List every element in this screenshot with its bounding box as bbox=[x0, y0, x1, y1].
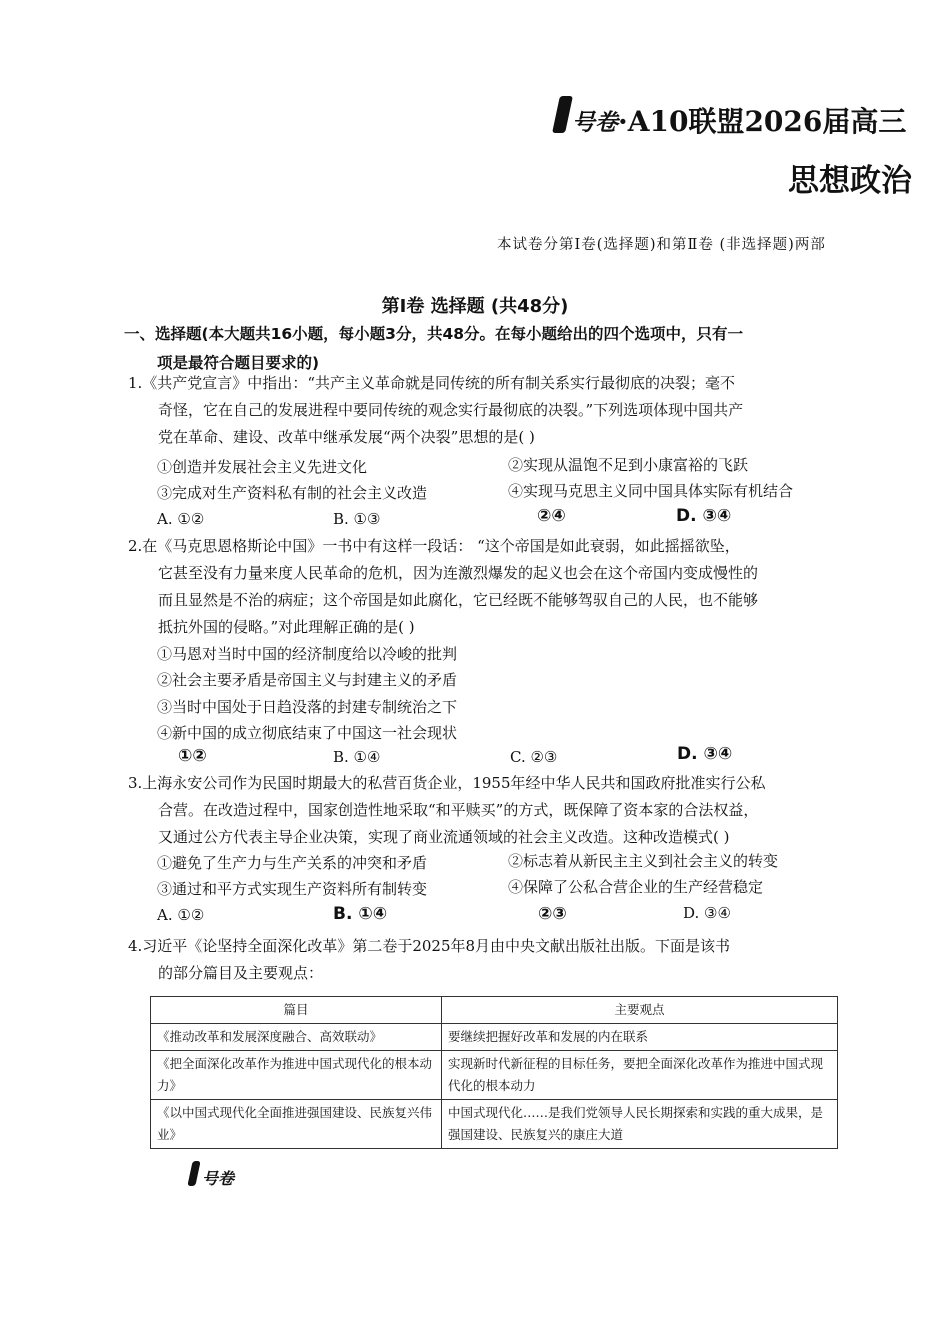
table-cell-viewpoint: 中国式现代化……是我们党领导人民长期探索和实践的重大成果，是强国建设、民族复兴的康庄大道 bbox=[442, 1100, 838, 1149]
question-3-choice-b: B. ①④ bbox=[333, 904, 388, 924]
table-row bbox=[151, 1024, 838, 1051]
question-2-option-1: ①马恩对当时中国的经济制度给以冷峻的批判 bbox=[157, 645, 458, 663]
question-1-choice-b: B. ①③ bbox=[333, 510, 381, 528]
question-3-choice-c: ②③ bbox=[538, 904, 567, 924]
question-3-option-1: ①避免了生产力与生产关系的冲突和矛盾 bbox=[157, 854, 428, 872]
footer-logo-text: 号卷 bbox=[202, 1169, 235, 1188]
exam-title: ·A10联盟2026届高三 bbox=[618, 105, 907, 138]
question-2-option-4: ④新中国的成立彻底结束了中国这一社会现状 bbox=[157, 724, 458, 742]
section-title: 第Ⅰ卷 选择题 (共48分) bbox=[381, 296, 569, 317]
table-cell-title: 《把全面深化改革作为推进中国式现代化的根本动力》 bbox=[151, 1051, 442, 1100]
question-3-stem-line-3: 又通过公方代表主导企业决策，实现了商业流通领域的社会主义改造。这种改造模式( ) bbox=[158, 828, 730, 846]
instruction-line-1: 一、选择题(本大题共16小题，每小题3分，共48分。在每小题给出的四个选项中，只有一 bbox=[124, 325, 744, 343]
table-cell-title: 《以中国式现代化全面推进强国建设、民族复兴伟业》 bbox=[151, 1100, 442, 1149]
question-4-stem-line-2: 的部分篇目及主要观点： bbox=[158, 964, 324, 982]
question-1-option-1: ①创造并发展社会主义先进文化 bbox=[157, 458, 368, 476]
table-row bbox=[151, 1100, 838, 1149]
question-3-choice-d: D. ③④ bbox=[683, 904, 731, 922]
question-1-choice-d: D. ③④ bbox=[676, 506, 732, 526]
subject-title: 思想政治 bbox=[788, 163, 912, 199]
question-1-option-2: ②实现从温饱不足到小康富裕的飞跃 bbox=[508, 456, 749, 474]
logo-mark-icon bbox=[552, 96, 573, 133]
instruction-line-2: 项是最符合题目要求的) bbox=[157, 354, 320, 372]
book-table bbox=[150, 996, 838, 1149]
table-header-row bbox=[151, 997, 838, 1024]
question-4-stem-line-1: 4.习近平《论坚持全面深化改革》第二卷于2025年8月由中央文献出版社出版。下面是该书 bbox=[128, 937, 731, 955]
question-3 bbox=[128, 770, 858, 851]
question-2-stem-line-1: 2.在《马克思恩格斯论中国》一书中有这样一段话： “这个帝国是如此衰弱，如此摇摇欲坠， bbox=[128, 537, 740, 555]
question-3-option-2: ②标志着从新民主主义到社会主义的转变 bbox=[508, 852, 779, 870]
question-2-choice-c: C. ②③ bbox=[510, 748, 558, 766]
header-logo-text: 号卷 bbox=[572, 109, 618, 136]
question-4 bbox=[128, 933, 858, 987]
question-1-stem-line-3: 党在革命、建设、改革中继承发展“两个决裂”思想的是( ) bbox=[158, 428, 535, 446]
question-1-stem-line-1: 1.《共产党宣言》中指出：“共产主义革命就是同传统的所有制关系实行最彻底的决裂；毫不 bbox=[128, 374, 735, 392]
question-2-option-3: ③当时中国处于日趋没落的封建专制统治之下 bbox=[157, 698, 458, 716]
table-row bbox=[151, 1051, 838, 1100]
table-cell-title: 《推动改革和发展深度融合、高效联动》 bbox=[151, 1024, 442, 1051]
question-2-choice-d: D. ③④ bbox=[677, 744, 733, 764]
question-2-choice-b: B. ①④ bbox=[333, 748, 381, 766]
question-1-choice-a: A. ①② bbox=[157, 510, 205, 528]
exam-note: 本试卷分第Ⅰ卷(选择题)和第Ⅱ卷 (非选择题)两部 bbox=[497, 237, 826, 253]
question-2 bbox=[128, 533, 858, 641]
table-header-title: 篇目 bbox=[151, 997, 442, 1024]
question-3-stem-line-1: 3.上海永安公司作为民国时期最大的私营百货企业，1955年经中华人民共和国政府批准实行公私 bbox=[128, 774, 766, 792]
question-2-stem-line-3: 而且显然是不治的病症；这个帝国是如此腐化，它已经既不能够驾驭自己的人民，也不能够 bbox=[158, 591, 759, 609]
question-1-stem-line-2: 奇怪，它在自己的发展进程中要同传统的观念实行最彻底的决裂。”下列选项体现中国共产 bbox=[158, 401, 744, 419]
question-2-stem-line-4: 抵抗外国的侵略。”对此理解正确的是( ) bbox=[158, 618, 415, 636]
question-3-stem-line-2: 合营。在改造过程中，国家创造性地采取“和平赎买”的方式，既保障了资本家的合法权益， bbox=[158, 801, 759, 819]
question-3-choice-a: A. ①② bbox=[157, 906, 205, 924]
question-2-choice-a: ①② bbox=[178, 746, 207, 766]
question-3-option-3: ③通过和平方式实现生产资料所有制转变 bbox=[157, 880, 428, 898]
footer-logo-mark-icon bbox=[187, 1161, 200, 1186]
question-2-option-2: ②社会主要矛盾是帝国主义与封建主义的矛盾 bbox=[157, 671, 458, 689]
question-2-stem-line-2: 它甚至没有力量来度人民革命的危机，因为连激烈爆发的起义也会在这个帝国内变成慢性的 bbox=[158, 564, 759, 582]
question-1-option-3: ③完成对生产资料私有制的社会主义改造 bbox=[157, 484, 428, 502]
table-header-viewpoint: 主要观点 bbox=[442, 997, 838, 1024]
question-1 bbox=[128, 370, 858, 451]
table-cell-viewpoint: 实现新时代新征程的目标任务，要把全面深化改革作为推进中国式现代化的根本动力 bbox=[442, 1051, 838, 1100]
question-1-choice-c: ②④ bbox=[537, 506, 566, 526]
table-cell-viewpoint: 要继续把握好改革和发展的内在联系 bbox=[442, 1024, 838, 1051]
question-1-option-4: ④实现马克思主义同中国具体实际有机结合 bbox=[508, 482, 794, 500]
question-3-option-4: ④保障了公私合营企业的生产经营稳定 bbox=[508, 878, 764, 896]
